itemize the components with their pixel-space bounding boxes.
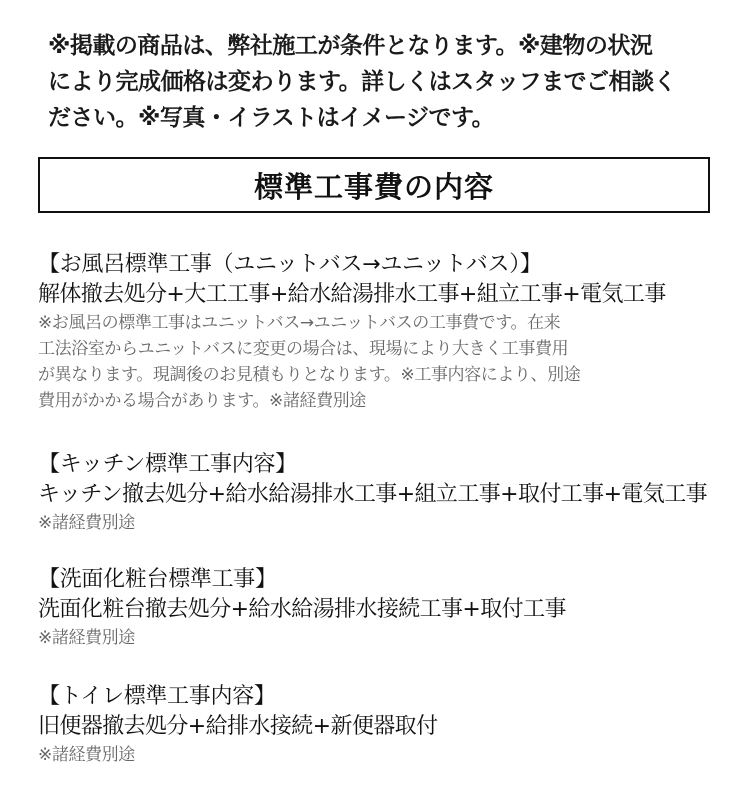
disclaimer-text <box>48 28 728 136</box>
title-box <box>38 157 710 213</box>
note-line: 費用がかかる場合があります。※諸経費別途 <box>38 391 366 411</box>
section-body: キッチン撤去処分+給水給湯排水工事+組立工事+取付工事+電気工事 <box>38 482 707 507</box>
section-body: 旧便器撤去処分+給排水接続+新便器取付 <box>38 714 438 739</box>
section-note <box>38 625 738 651</box>
section-vanity <box>38 565 738 651</box>
section-body: 洗面化粧台撤去処分+給水給湯排水接続工事+取付工事 <box>38 597 566 622</box>
disclaimer-line: により完成価格は変わります。詳しくはスタッフまでご相談く <box>48 69 677 95</box>
section-note <box>38 310 738 414</box>
section-body: 解体撤去処分+大工工事+給水給湯排水工事+組立工事+電気工事 <box>38 282 666 307</box>
note-line: が異なります。現調後のお見積もりとなります。※工事内容により、別途 <box>38 365 581 385</box>
disclaimer-line: ※掲載の商品は、弊社施工が条件となります。※建物の状況 <box>48 33 653 59</box>
note-line: ※諸経費別途 <box>38 513 135 533</box>
section-kitchen <box>38 450 738 536</box>
section-note <box>38 510 738 536</box>
section-heading: 【トイレ標準工事内容】 <box>38 684 276 709</box>
section-note <box>38 742 738 768</box>
note-line: ※諸経費別途 <box>38 628 135 648</box>
section-heading: 【キッチン標準工事内容】 <box>38 452 297 477</box>
section-heading: 【お風呂標準工事（ユニットバス→ユニットバス）】 <box>38 252 542 277</box>
disclaimer-line: ださい。※写真・イラストはイメージです。 <box>48 105 495 131</box>
note-line: 工法浴室からユニットバスに変更の場合は、現場により大きく工事費用 <box>38 339 569 359</box>
page-title: 標準工事費の内容 <box>253 169 494 204</box>
section-heading: 【洗面化粧台標準工事】 <box>38 567 277 592</box>
note-line: ※お風呂の標準工事はユニットバス→ユニットバスの工事費です。在来 <box>38 313 561 333</box>
section-bath <box>38 250 738 414</box>
note-line: ※諸経費別途 <box>38 745 135 765</box>
section-toilet <box>38 682 738 768</box>
